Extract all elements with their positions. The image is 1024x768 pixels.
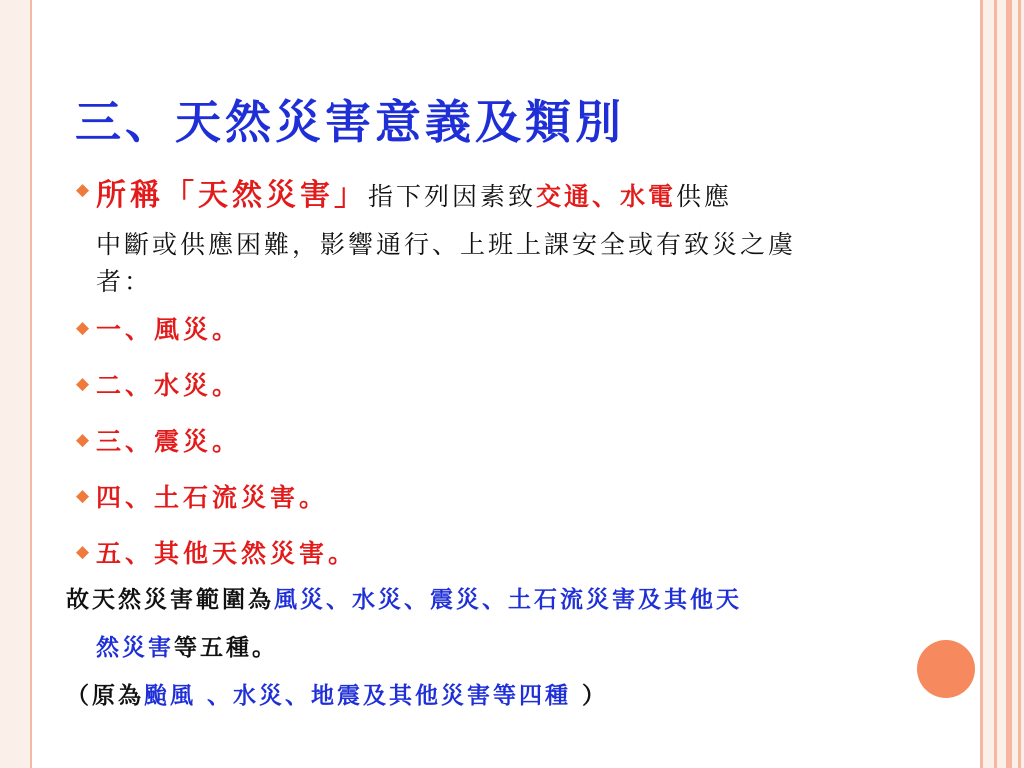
scope-prefix: 故天然災害範圍為 — [66, 586, 274, 613]
list-item: 五、其他天然災害。 — [96, 539, 358, 568]
original-note — [66, 677, 608, 710]
scope-suffix: 等五種。 — [174, 634, 278, 661]
list-item: 四、土石流災害。 — [96, 483, 329, 512]
scope-highlight: 然災害 — [96, 634, 174, 661]
scope-line-2 — [96, 629, 278, 662]
decorative-rail — [980, 0, 983, 768]
original-highlight: 颱風 、水災、地震及其他災害等四種 — [144, 682, 572, 709]
original-close: ） — [571, 682, 609, 709]
list-item: 三、震災。 — [96, 427, 242, 456]
diamond-bullet-icon: ◆ — [76, 318, 90, 338]
decorative-rail — [1006, 0, 1012, 768]
list-item: 二、水災。 — [96, 371, 242, 400]
scope-line-1 — [66, 581, 742, 614]
slide-title: 三、天然災害意義及類別 — [75, 95, 625, 149]
definition-text: 指下列因素致 — [368, 182, 537, 211]
scope-highlight: 風災、水災、震災、土石流災害及其他天 — [274, 586, 742, 613]
original-open: （原為 — [66, 682, 144, 709]
diamond-bullet-icon: ◆ — [76, 486, 90, 506]
definition-line-3: 者： — [96, 267, 153, 296]
diamond-bullet-icon: ◆ — [76, 542, 90, 562]
diamond-bullet-icon: ◆ — [76, 374, 90, 394]
definition-highlight: 交通、水電 — [536, 182, 677, 211]
definition-line-2: 中斷或供應困難，影響通行、上班上課安全或有致災之虞 — [96, 230, 797, 259]
orange-circle-icon — [917, 640, 975, 698]
decorative-rail — [1018, 0, 1021, 768]
diamond-bullet-icon: ◆ — [76, 180, 90, 200]
decorative-rail — [994, 0, 997, 768]
diamond-bullet-icon: ◆ — [76, 430, 90, 450]
definition-line-1 — [96, 170, 732, 214]
definition-text: 供應 — [676, 182, 733, 211]
list-item: 一、風災。 — [96, 315, 242, 344]
definition-term: 所稱「天然災害」 — [96, 178, 368, 213]
